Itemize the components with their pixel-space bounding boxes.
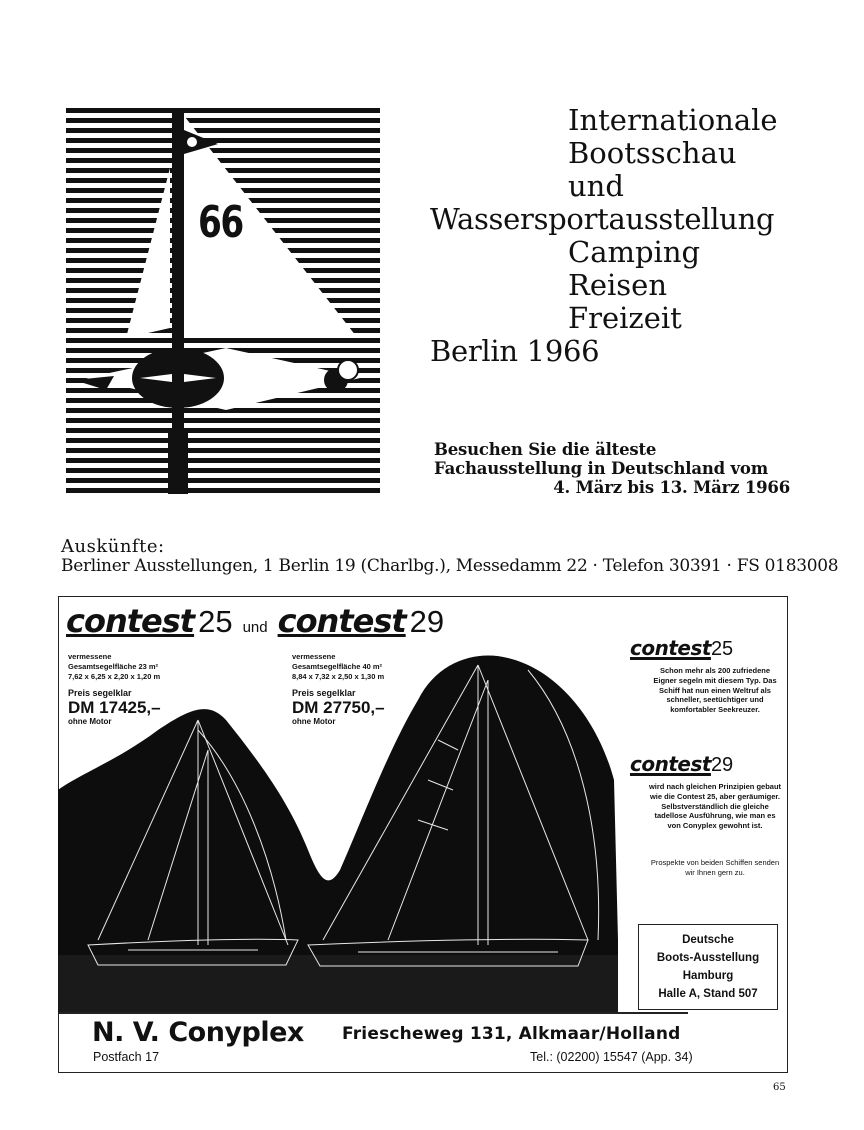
telephone: Tel.: (02200) 15547 (App. 34) xyxy=(530,1050,693,1064)
hamburg-line: Boots-Ausstellung xyxy=(656,952,760,964)
model-number: 25 xyxy=(198,604,233,639)
info-line: Berliner Ausstellungen, 1 Berlin 19 (Charlbg.), Messedamm 22 · Telefon 30391 · FS 0183008 xyxy=(61,556,839,576)
poster-logo xyxy=(66,108,380,494)
side-title-25 xyxy=(630,636,733,661)
hamburg-line: Halle A, Stand 507 xyxy=(658,988,758,1000)
spec-dims: 7,62 x 6,25 x 2,20 x 1,20 m xyxy=(68,672,161,681)
hamburg-line: Deutsche xyxy=(682,934,734,946)
title-line: Bootsschau xyxy=(568,136,737,170)
hamburg-line: Hamburg xyxy=(682,970,734,982)
title-line: Wassersportausstellung xyxy=(430,202,775,236)
ad-divider xyxy=(58,1012,688,1014)
spec-area: Gesamtsegelfläche 40 m² xyxy=(292,662,383,671)
brand-logo: contest xyxy=(66,602,195,640)
spec-area: Gesamtsegelfläche 23 m² xyxy=(68,662,159,671)
title-line: Freizeit xyxy=(568,301,682,335)
prospekt-text: Prospekte von beiden Schiffen senden wir Ihnen gern zu. xyxy=(650,858,780,877)
title-line: Reisen xyxy=(568,268,667,302)
spec-motor: ohne Motor xyxy=(292,717,336,726)
spec-label: vermessene xyxy=(68,652,112,661)
heading-und: und xyxy=(242,619,268,636)
side-text-25: Schon mehr als 200 zufriedene Eigner segeln mit diesem Typ. Das Schiff hat nun einen Weltruf als schneller, seetüchtiger und komfortabler Seekreuzer. xyxy=(653,666,777,715)
spec-preis: Preis segelklar xyxy=(68,688,132,698)
model-number: 29 xyxy=(710,754,734,776)
title-line: Internationale xyxy=(568,103,778,137)
visit-dates: 4. März bis 13. März 1966 xyxy=(553,478,790,497)
spec-preis: Preis segelklar xyxy=(292,688,356,698)
hamburg-exhibition-box xyxy=(638,924,778,1010)
side-title-29 xyxy=(630,752,733,777)
brand-logo: contest xyxy=(277,602,406,640)
title-line: und xyxy=(568,169,624,203)
spec-label: vermessene xyxy=(292,652,336,661)
company-name: N. V. Conyplex xyxy=(92,1017,304,1048)
ad-heading xyxy=(66,602,444,640)
company-address: Friescheweg 131, Alkmaar/Holland xyxy=(342,1024,681,1044)
model-number: 29 xyxy=(409,604,445,639)
info-label: Auskünfte: xyxy=(61,536,165,557)
poster-title xyxy=(430,104,790,368)
spec-block-25 xyxy=(68,652,218,726)
spec-price: DM 17425,– xyxy=(68,698,161,717)
visit-text: Besuchen Sie die älteste Fachausstellung in Deutschland vom xyxy=(434,440,768,478)
postfach: Postfach 17 xyxy=(93,1050,160,1064)
poster-flag-number: 66 xyxy=(198,197,243,248)
spec-price: DM 27750,– xyxy=(292,698,385,717)
model-number: 25 xyxy=(710,638,734,660)
year-line: Berlin 1966 xyxy=(430,334,600,368)
side-text-29: wird nach gleichen Prinzipien gebaut wie die Contest 25, aber geräumiger. Selbstverständlich die gleiche tadellose Ausführung, wie man es von Conyplex gewohnt ist. xyxy=(648,782,782,831)
title-line: Camping xyxy=(568,235,701,269)
visit-notice xyxy=(434,440,790,497)
spec-dims: 8,84 x 7,32 x 2,50 x 1,30 m xyxy=(292,672,385,681)
spec-motor: ohne Motor xyxy=(68,717,112,726)
brand-logo: contest xyxy=(630,752,711,776)
page-number: 65 xyxy=(773,1082,786,1093)
brand-logo: contest xyxy=(630,636,711,660)
spec-block-29 xyxy=(292,652,442,726)
